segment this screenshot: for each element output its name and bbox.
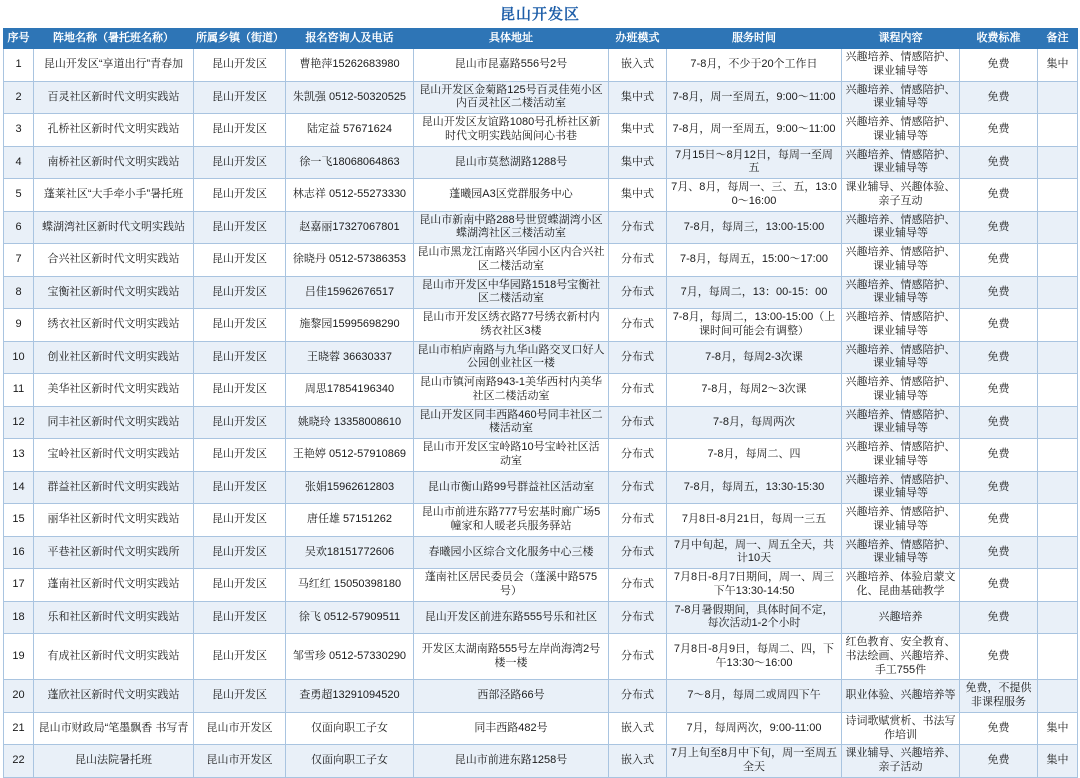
cell-contact: 徐晓丹 0512-57386353 <box>286 244 414 277</box>
cell-remark <box>1038 374 1078 407</box>
cell-mode: 集中式 <box>609 81 667 114</box>
cell-mode: 分布式 <box>609 374 667 407</box>
column-header-address: 具体地址 <box>414 29 609 49</box>
cell-remark <box>1038 211 1078 244</box>
cell-fee: 免费 <box>960 309 1038 342</box>
table-row <box>4 569 1078 602</box>
cell-time: 7月8日-8月21日，每周一三五 <box>667 504 842 537</box>
table-row <box>4 634 1078 680</box>
cell-course: 兴趣培养、情感陪护、课业辅导等 <box>842 49 960 82</box>
cell-contact: 仅面向职工子女 <box>286 712 414 745</box>
table-row <box>4 114 1078 147</box>
cell-course: 红色教育、安全教育、书法绘画、兴趣培养、手工755件 <box>842 634 960 680</box>
cell-name: 南桥社区新时代文明实践站 <box>34 146 194 179</box>
cell-mode: 分布式 <box>609 341 667 374</box>
cell-address: 昆山市开发区宝岭路10号宝岭社区活动室 <box>414 439 609 472</box>
cell-remark <box>1038 114 1078 147</box>
column-header-contact: 报名咨询人及电话 <box>286 29 414 49</box>
cell-address: 开发区太湖南路555号左岸尚海湾2号楼一楼 <box>414 634 609 680</box>
cell-fee: 免费 <box>960 114 1038 147</box>
cell-address: 昆山市开发区中华园路1518号宝衡社区二楼活动室 <box>414 276 609 309</box>
cell-index: 14 <box>4 471 34 504</box>
table-row <box>4 712 1078 745</box>
cell-town: 昆山开发区 <box>194 179 286 212</box>
table-row <box>4 439 1078 472</box>
cell-time: 7-8月，每周2～3次课 <box>667 374 842 407</box>
cell-contact: 朱凯强 0512-50320525 <box>286 81 414 114</box>
cell-mode: 集中式 <box>609 179 667 212</box>
cell-fee: 免费，不提供非课程服务 <box>960 680 1038 713</box>
cell-contact: 王艳婷 0512-57910869 <box>286 439 414 472</box>
cell-time: 7月，每周两次，9:00-11:00 <box>667 712 842 745</box>
cell-town: 昆山开发区 <box>194 536 286 569</box>
cell-time: 7-8月，不少于20个工作日 <box>667 49 842 82</box>
cell-index: 18 <box>4 601 34 634</box>
cell-contact: 陆定益 57671624 <box>286 114 414 147</box>
cell-course: 课业辅导、兴趣培养、亲子活动 <box>842 745 960 778</box>
cell-index: 7 <box>4 244 34 277</box>
cell-index: 2 <box>4 81 34 114</box>
cell-course: 兴趣培养、情感陪护、课业辅导等 <box>842 146 960 179</box>
cell-remark <box>1038 179 1078 212</box>
cell-course: 兴趣培养、情感陪护、课业辅导等 <box>842 439 960 472</box>
cell-town: 昆山市开发区 <box>194 712 286 745</box>
cell-remark <box>1038 439 1078 472</box>
cell-contact: 吴欢18151772606 <box>286 536 414 569</box>
cell-fee: 免费 <box>960 504 1038 537</box>
cell-town: 昆山开发区 <box>194 309 286 342</box>
table-row <box>4 680 1078 713</box>
cell-fee: 免费 <box>960 179 1038 212</box>
cell-name: 蓬欣社区新时代文明实践站 <box>34 680 194 713</box>
cell-remark <box>1038 406 1078 439</box>
cell-mode: 嵌入式 <box>609 49 667 82</box>
cell-fee: 免费 <box>960 712 1038 745</box>
cell-name: 丽华社区新时代文明实践站 <box>34 504 194 537</box>
cell-time: 7月15日～8月12日，每周一至周五 <box>667 146 842 179</box>
cell-mode: 分布式 <box>609 471 667 504</box>
cell-mode: 分布式 <box>609 536 667 569</box>
cell-remark <box>1038 81 1078 114</box>
table-row <box>4 471 1078 504</box>
column-header-name: 阵地名称（暑托班名称） <box>34 29 194 49</box>
column-header-mode: 办班模式 <box>609 29 667 49</box>
cell-course: 兴趣培养、体验启蒙文化、昆曲基础教学 <box>842 569 960 602</box>
cell-town: 昆山开发区 <box>194 211 286 244</box>
cell-contact: 吕佳15962676517 <box>286 276 414 309</box>
cell-index: 9 <box>4 309 34 342</box>
cell-contact: 唐任雄 57151262 <box>286 504 414 537</box>
column-header-fee: 收费标准 <box>960 29 1038 49</box>
cell-fee: 免费 <box>960 745 1038 778</box>
cell-remark <box>1038 471 1078 504</box>
cell-remark <box>1038 536 1078 569</box>
cell-town: 昆山开发区 <box>194 471 286 504</box>
cell-index: 19 <box>4 634 34 680</box>
cell-index: 17 <box>4 569 34 602</box>
cell-fee: 免费 <box>960 211 1038 244</box>
cell-fee: 免费 <box>960 601 1038 634</box>
cell-address: 春曦园小区综合文化服务中心三楼 <box>414 536 609 569</box>
cell-name: 宝衡社区新时代文明实践站 <box>34 276 194 309</box>
cell-address: 昆山市昆嘉路556号2号 <box>414 49 609 82</box>
cell-mode: 分布式 <box>609 211 667 244</box>
cell-remark <box>1038 244 1078 277</box>
cell-address: 昆山市新南中路288号世贸蝶湖湾小区蝶湖湾社区三楼活动室 <box>414 211 609 244</box>
cell-course: 兴趣培养、情感陪护、课业辅导等 <box>842 374 960 407</box>
cell-town: 昆山开发区 <box>194 439 286 472</box>
cell-course: 职业体验、兴趣培养等 <box>842 680 960 713</box>
cell-address: 昆山市开发区绣衣路77号绣衣新村内绣衣社区3楼 <box>414 309 609 342</box>
cell-name: 蓬莱社区“大手牵小手”暑托班 <box>34 179 194 212</box>
cell-mode: 嵌入式 <box>609 745 667 778</box>
cell-time: 7-8月暑假期间，具体时间不定，每次活动1-2个小时 <box>667 601 842 634</box>
column-header-index: 序号 <box>4 29 34 49</box>
cell-town: 昆山开发区 <box>194 680 286 713</box>
cell-name: 绣衣社区新时代文明实践站 <box>34 309 194 342</box>
cell-time: 7-8月，每周五，13:30-15:30 <box>667 471 842 504</box>
cell-mode: 集中式 <box>609 114 667 147</box>
table-row <box>4 179 1078 212</box>
cell-remark <box>1038 680 1078 713</box>
table-row <box>4 601 1078 634</box>
cell-index: 8 <box>4 276 34 309</box>
cell-course: 兴趣培养、情感陪护、课业辅导等 <box>842 244 960 277</box>
cell-fee: 免费 <box>960 276 1038 309</box>
cell-index: 20 <box>4 680 34 713</box>
cell-name: 昆山市财政局“笔墨飘香 书写青 <box>34 712 194 745</box>
cell-town: 昆山开发区 <box>194 569 286 602</box>
table-row <box>4 146 1078 179</box>
cell-address: 昆山开发区友谊路1080号孔桥社区新时代文明实践站闽问心书巷 <box>414 114 609 147</box>
cell-course: 兴趣培养、情感陪护、课业辅导等 <box>842 471 960 504</box>
cell-fee: 免费 <box>960 49 1038 82</box>
cell-course: 兴趣培养、情感陪护、课业辅导等 <box>842 536 960 569</box>
cell-mode: 分布式 <box>609 634 667 680</box>
cell-remark <box>1038 504 1078 537</box>
cell-remark <box>1038 634 1078 680</box>
cell-mode: 分布式 <box>609 309 667 342</box>
cell-time: 7月8日-8月7日期间，周一、周三下午13:30-14:50 <box>667 569 842 602</box>
summer-camp-table <box>3 28 1078 778</box>
table-row <box>4 374 1078 407</box>
cell-time: 7-8月，每周五，15:00～17:00 <box>667 244 842 277</box>
table-row <box>4 49 1078 82</box>
cell-time: 7-8月，每周两次 <box>667 406 842 439</box>
table-row <box>4 406 1078 439</box>
cell-index: 6 <box>4 211 34 244</box>
cell-remark <box>1038 601 1078 634</box>
cell-course: 兴趣培养、情感陪护、课业辅导等 <box>842 341 960 374</box>
cell-fee: 免费 <box>960 374 1038 407</box>
cell-course: 兴趣培养 <box>842 601 960 634</box>
cell-name: 合兴社区新时代文明实践站 <box>34 244 194 277</box>
cell-course: 兴趣培养、情感陪护、课业辅导等 <box>842 276 960 309</box>
cell-name: 美华社区新时代文明实践站 <box>34 374 194 407</box>
cell-contact: 王晓蓉 36630337 <box>286 341 414 374</box>
table-row <box>4 504 1078 537</box>
column-header-time: 服务时间 <box>667 29 842 49</box>
cell-address: 昆山市前进东路777号宏基时廊广场5幢家和人暖老兵服务驿站 <box>414 504 609 537</box>
cell-town: 昆山开发区 <box>194 406 286 439</box>
cell-address: 昆山开发区前进东路555号乐和社区 <box>414 601 609 634</box>
cell-remark <box>1038 276 1078 309</box>
cell-town: 昆山开发区 <box>194 634 286 680</box>
cell-index: 3 <box>4 114 34 147</box>
cell-contact: 姚晓玲 13358008610 <box>286 406 414 439</box>
cell-index: 22 <box>4 745 34 778</box>
cell-name: 蝶湖湾社区新时代文明实践站 <box>34 211 194 244</box>
cell-name: 宝岭社区新时代文明实践站 <box>34 439 194 472</box>
table-body <box>4 49 1078 778</box>
column-header-town: 所属乡镇（街道） <box>194 29 286 49</box>
cell-contact: 赵嘉丽17327067801 <box>286 211 414 244</box>
cell-mode: 分布式 <box>609 569 667 602</box>
cell-address: 昆山市前进东路1258号 <box>414 745 609 778</box>
cell-course: 兴趣培养、情感陪护、课业辅导等 <box>842 211 960 244</box>
cell-town: 昆山开发区 <box>194 244 286 277</box>
cell-town: 昆山开发区 <box>194 276 286 309</box>
cell-fee: 免费 <box>960 406 1038 439</box>
page-title: 昆山开发区 <box>499 6 580 23</box>
cell-index: 11 <box>4 374 34 407</box>
cell-name: 乐和社区新时代文明实践站 <box>34 601 194 634</box>
cell-mode: 嵌入式 <box>609 712 667 745</box>
cell-contact: 徐飞 0512-57909511 <box>286 601 414 634</box>
cell-contact: 徐一飞18068064863 <box>286 146 414 179</box>
cell-contact: 查勇超13291094520 <box>286 680 414 713</box>
cell-name: 群益社区新时代文明实践站 <box>34 471 194 504</box>
cell-fee: 免费 <box>960 569 1038 602</box>
cell-index: 10 <box>4 341 34 374</box>
cell-time: 7月上旬至8月中下旬，周一至周五全天 <box>667 745 842 778</box>
cell-mode: 集中式 <box>609 146 667 179</box>
cell-time: 7-8月，每周二、四 <box>667 439 842 472</box>
cell-mode: 分布式 <box>609 601 667 634</box>
cell-contact: 周思17854196340 <box>286 374 414 407</box>
cell-fee: 免费 <box>960 439 1038 472</box>
cell-remark <box>1038 341 1078 374</box>
cell-index: 13 <box>4 439 34 472</box>
table-row <box>4 341 1078 374</box>
cell-course: 兴趣培养、情感陪护、课业辅导等 <box>842 309 960 342</box>
cell-town: 昆山开发区 <box>194 601 286 634</box>
table-header-row <box>4 29 1078 49</box>
cell-contact: 林志祥 0512-55273330 <box>286 179 414 212</box>
cell-address: 昆山开发区同丰西路460号同丰社区二楼活动室 <box>414 406 609 439</box>
cell-mode: 分布式 <box>609 504 667 537</box>
cell-mode: 分布式 <box>609 276 667 309</box>
cell-address: 西部泾路66号 <box>414 680 609 713</box>
cell-course: 兴趣培养、情感陪护、课业辅导等 <box>842 81 960 114</box>
cell-mode: 分布式 <box>609 680 667 713</box>
cell-town: 昆山开发区 <box>194 374 286 407</box>
cell-fee: 免费 <box>960 634 1038 680</box>
cell-fee: 免费 <box>960 536 1038 569</box>
cell-name: 有成社区新时代文明实践站 <box>34 634 194 680</box>
table-row <box>4 244 1078 277</box>
cell-fee: 免费 <box>960 244 1038 277</box>
cell-name: 同丰社区新时代文明实践站 <box>34 406 194 439</box>
cell-name: 平巷社区新时代文明实践所 <box>34 536 194 569</box>
cell-mode: 分布式 <box>609 439 667 472</box>
cell-course: 兴趣培养、情感陪护、课业辅导等 <box>842 406 960 439</box>
cell-time: 7月，每周二，13：00-15：00 <box>667 276 842 309</box>
cell-mode: 分布式 <box>609 244 667 277</box>
cell-address: 蓬南社区居民委员会（蓬溪中路575号） <box>414 569 609 602</box>
column-header-remark: 备注 <box>1038 29 1078 49</box>
column-header-course: 课程内容 <box>842 29 960 49</box>
cell-index: 15 <box>4 504 34 537</box>
cell-town: 昆山开发区 <box>194 49 286 82</box>
cell-course: 兴趣培养、情感陪护、课业辅导等 <box>842 114 960 147</box>
cell-address: 蓬曦园A3区党群服务中心 <box>414 179 609 212</box>
cell-fee: 免费 <box>960 471 1038 504</box>
cell-time: 7月中旬起，周一、周五全天，共计10天 <box>667 536 842 569</box>
cell-town: 昆山市开发区 <box>194 745 286 778</box>
cell-remark: 集中 <box>1038 712 1078 745</box>
cell-index: 21 <box>4 712 34 745</box>
cell-time: 7-8月，每周三，13:00-15:00 <box>667 211 842 244</box>
cell-address: 昆山市柏庐南路与九华山路交叉口好人公园创业社区一楼 <box>414 341 609 374</box>
cell-town: 昆山开发区 <box>194 146 286 179</box>
cell-contact: 张娟15962612803 <box>286 471 414 504</box>
cell-mode: 分布式 <box>609 406 667 439</box>
cell-town: 昆山开发区 <box>194 341 286 374</box>
cell-remark: 集中 <box>1038 745 1078 778</box>
table-row <box>4 536 1078 569</box>
cell-time: 7-8月，周一至周五，9:00～11:00 <box>667 114 842 147</box>
cell-contact: 曹艳萍15262683980 <box>286 49 414 82</box>
table-row <box>4 309 1078 342</box>
cell-time: 7月、8月，每周一、三、五，13:00～16:00 <box>667 179 842 212</box>
cell-town: 昆山开发区 <box>194 504 286 537</box>
cell-name: 蓬南社区新时代文明实践站 <box>34 569 194 602</box>
table-row <box>4 745 1078 778</box>
cell-remark <box>1038 569 1078 602</box>
cell-name: 百灵社区新时代文明实践站 <box>34 81 194 114</box>
cell-address: 昆山市衡山路99号群益社区活动室 <box>414 471 609 504</box>
cell-index: 12 <box>4 406 34 439</box>
cell-time: 7-8月，每周二，13:00-15:00（上课时间可能会有调整） <box>667 309 842 342</box>
cell-contact: 仅面向职工子女 <box>286 745 414 778</box>
cell-address: 昆山市莫愁湖路1288号 <box>414 146 609 179</box>
cell-town: 昆山开发区 <box>194 114 286 147</box>
cell-address: 昆山开发区金菊路125号百灵佳苑小区内百灵社区二楼活动室 <box>414 81 609 114</box>
table-row <box>4 81 1078 114</box>
cell-course: 课业辅导、兴趣体验、亲子互动 <box>842 179 960 212</box>
cell-address: 昆山市镇河南路943-1美华西村内美华社区二楼活动室 <box>414 374 609 407</box>
cell-index: 16 <box>4 536 34 569</box>
cell-fee: 免费 <box>960 341 1038 374</box>
cell-time: 7月8日-8月9日，每周二、四，下午13:30～16:00 <box>667 634 842 680</box>
cell-contact: 施黎园15995698290 <box>286 309 414 342</box>
cell-time: 7-8月，周一至周五，9:00～11:00 <box>667 81 842 114</box>
cell-remark: 集中 <box>1038 49 1078 82</box>
cell-contact: 马红红 15050398180 <box>286 569 414 602</box>
cell-time: 7～8月，每周二或周四下午 <box>667 680 842 713</box>
cell-fee: 免费 <box>960 146 1038 179</box>
cell-name: 创业社区新时代文明实践站 <box>34 341 194 374</box>
cell-index: 1 <box>4 49 34 82</box>
cell-index: 4 <box>4 146 34 179</box>
cell-town: 昆山开发区 <box>194 81 286 114</box>
cell-address: 同丰西路482号 <box>414 712 609 745</box>
cell-name: 昆山开发区“享道出行”青春加 <box>34 49 194 82</box>
cell-course: 诗词歌赋赏析、书法写作培训 <box>842 712 960 745</box>
cell-course: 兴趣培养、情感陪护、课业辅导等 <box>842 504 960 537</box>
cell-time: 7-8月，每周2-3次课 <box>667 341 842 374</box>
table-row <box>4 276 1078 309</box>
cell-index: 5 <box>4 179 34 212</box>
cell-name: 孔桥社区新时代文明实践站 <box>34 114 194 147</box>
cell-remark <box>1038 309 1078 342</box>
cell-remark <box>1038 146 1078 179</box>
table-row <box>4 211 1078 244</box>
cell-contact: 邹雪珍 0512-57330290 <box>286 634 414 680</box>
cell-name: 昆山法院暑托班 <box>34 745 194 778</box>
cell-address: 昆山市黑龙江南路兴华园小区内合兴社区二楼活动室 <box>414 244 609 277</box>
cell-fee: 免费 <box>960 81 1038 114</box>
